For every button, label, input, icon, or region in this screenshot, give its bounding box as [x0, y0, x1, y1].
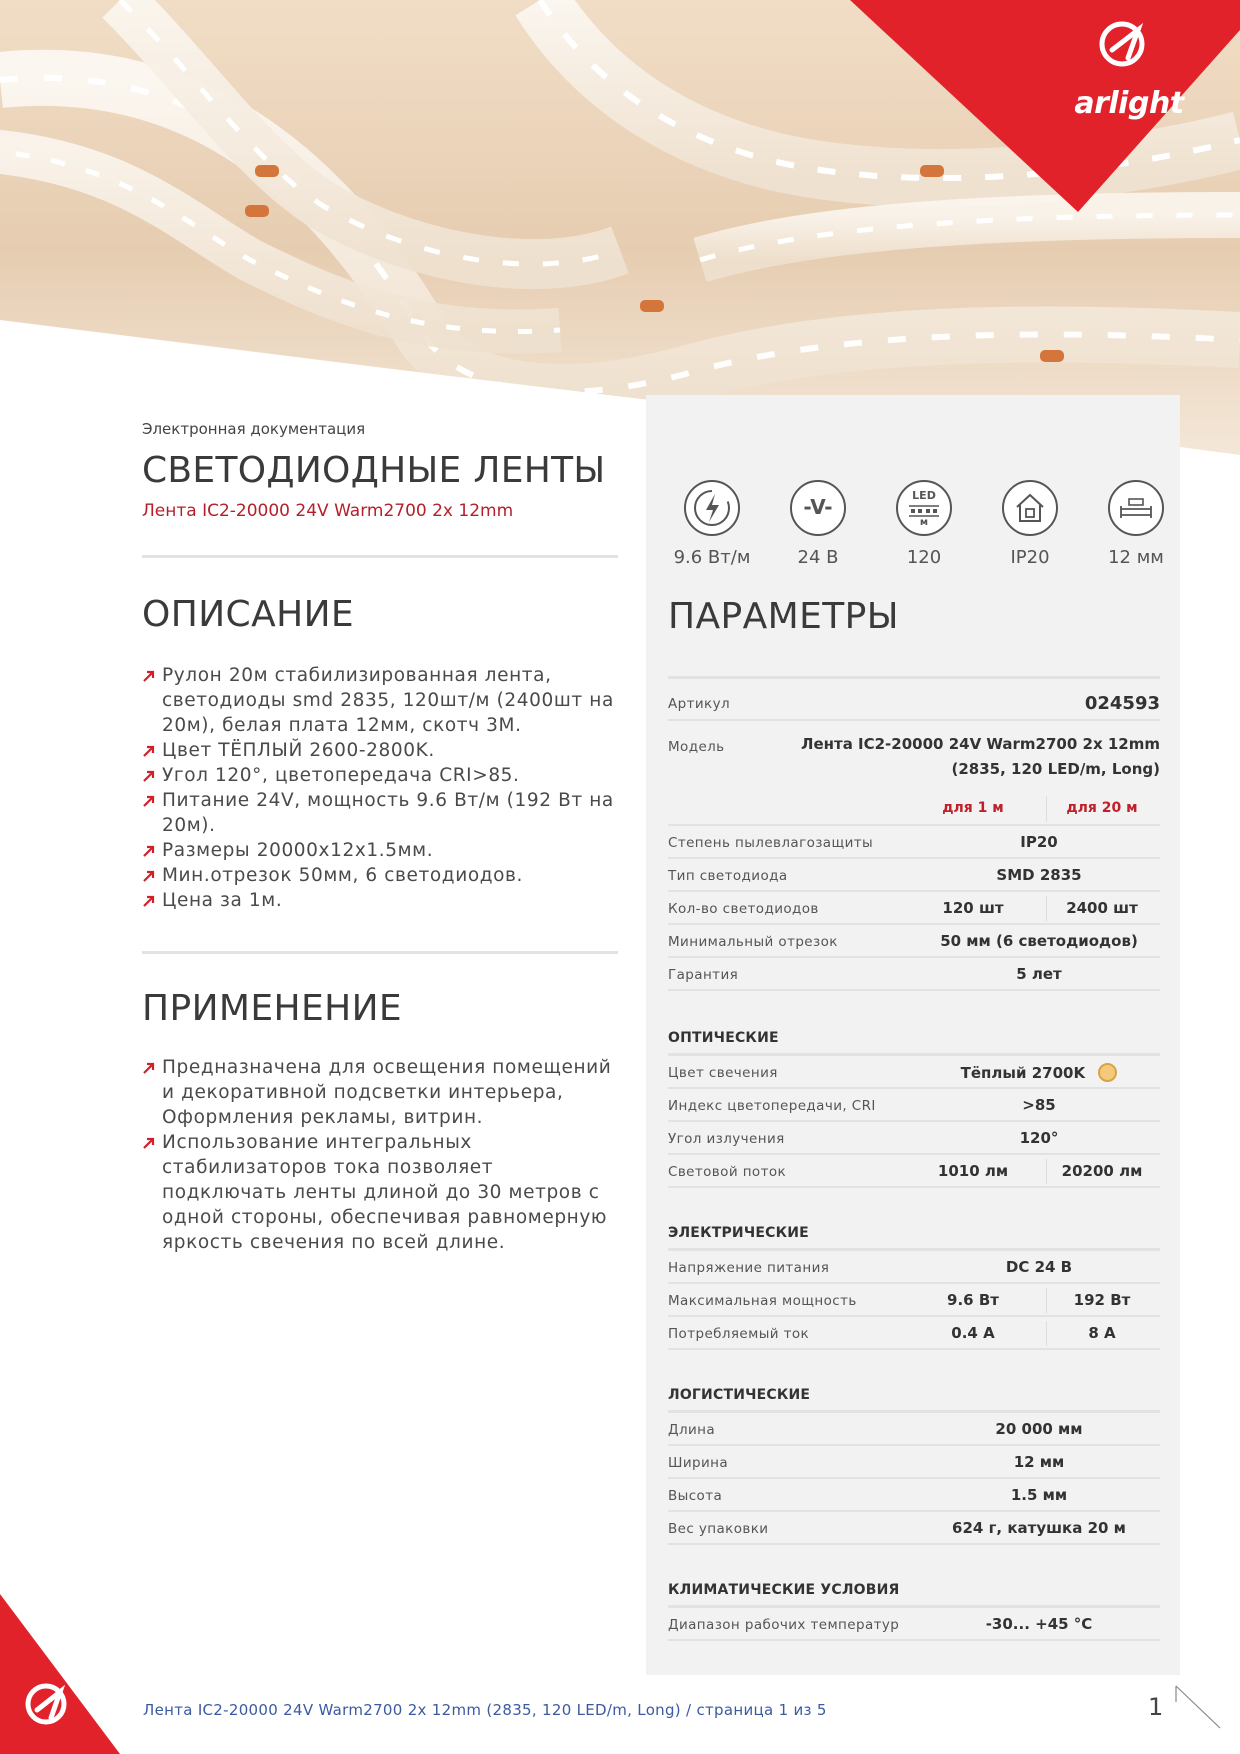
param-row-led-count: Кол-во светодиодов 120 шт 2400 шт — [668, 892, 1160, 925]
list-item: Мин.отрезок 50мм, 6 светодиодов. — [142, 863, 618, 888]
list-item: Угол 120°, цветопередача CRI>85. — [142, 763, 618, 788]
feature-led-count: LED м 120 — [874, 480, 974, 568]
feature-voltage: -V- 24 В — [768, 480, 868, 568]
param-row-warranty: Гарантия 5 лет — [668, 958, 1160, 991]
section-climate-title: КЛИМАТИЧЕСКИЕ УСЛОВИЯ — [668, 1582, 900, 1598]
list-item: Питание 24V, мощность 9.6 Вт/м (192 Вт на 20м). — [142, 788, 618, 838]
bullet-arrow-icon — [142, 844, 155, 857]
param-row-max-power: Максимальная мощность 9.6 Вт 192 Вт — [668, 1284, 1160, 1317]
bullet-arrow-icon — [142, 1136, 155, 1149]
bullet-arrow-icon — [142, 769, 155, 782]
param-column-headers: для 1 м для 20 м — [668, 792, 1160, 826]
param-row-cri: Индекс цветопередачи, CRI >85 — [668, 1089, 1160, 1122]
param-row-length: Длина 20 000 мм — [668, 1413, 1160, 1446]
description-list — [142, 663, 618, 913]
list-item: Цена за 1м. — [142, 888, 618, 913]
param-row-ip: Степень пылевлагозащиты IP20 — [668, 826, 1160, 859]
param-row-color: Цвет свечения Тёплый 2700K — [668, 1056, 1160, 1089]
param-row-led-type: Тип светодиода SMD 2835 — [668, 859, 1160, 892]
param-row-voltage: Напряжение питания DC 24 В — [668, 1251, 1160, 1284]
feature-icons — [660, 480, 1166, 580]
param-row-model: Модель Лента IC2-20000 24V Warm2700 2x 12mm (2835, 120 LED/m, Long) — [668, 735, 1160, 778]
parameters-title: ПАРАМЕТРЫ — [668, 596, 899, 637]
divider — [142, 951, 618, 954]
param-row-current: Потребляемый ток 0.4 А 8 А — [668, 1317, 1160, 1350]
color-swatch — [1098, 1063, 1117, 1082]
page-corner-decoration — [1170, 1682, 1230, 1732]
voltage-icon: -V- — [790, 480, 846, 536]
lightning-icon — [684, 480, 740, 536]
divider — [142, 555, 618, 558]
param-row-flux: Световой поток 1010 лм 20200 лм — [668, 1155, 1160, 1188]
section-optical-title: ОПТИЧЕСКИЕ — [668, 1030, 779, 1046]
feature-width: 12 мм — [1086, 480, 1186, 568]
param-row-article: Артикул 024593 — [668, 679, 1160, 721]
footer-document-info: Лента IC2-20000 24V Warm2700 2x 12mm (2835, 120 LED/m, Long) / страница 1 из 5 — [143, 1701, 827, 1719]
feature-power: 9.6 Вт/м — [662, 480, 762, 568]
section-logistic-title: ЛОГИСТИЧЕСКИЕ — [668, 1387, 811, 1403]
list-item: Использование интегральных стабилизаторов тока позволяет подключать ленты длиной до 30 метров с одной стороны, обеспечивая равномерную яркость свечения по всей длине. — [142, 1130, 618, 1255]
list-item: Цвет ТЁПЛЫЙ 2600-2800K. — [142, 738, 618, 763]
description-title: ОПИСАНИЕ — [142, 594, 355, 635]
width-icon — [1108, 480, 1164, 536]
brand-footer-corner — [0, 1594, 120, 1754]
param-row-min-cut: Минимальный отрезок 50 мм (6 светодиодов) — [668, 925, 1160, 958]
page-number: 1 — [1148, 1693, 1164, 1721]
product-subtitle: Лента IC2-20000 24V Warm2700 2x 12mm — [142, 501, 514, 521]
list-item: Предназначена для освещения помещений и декоративной подсветки интерьера, Оформления рекламы, витрин. — [142, 1055, 618, 1130]
param-row-weight: Вес упаковки 624 г, катушка 20 м — [668, 1512, 1160, 1545]
bullet-arrow-icon — [142, 669, 155, 682]
bullet-arrow-icon — [142, 894, 155, 907]
application-title: ПРИМЕНЕНИЕ — [142, 988, 403, 1029]
hero-photo — [0, 0, 1240, 460]
list-item: Размеры 20000x12x1.5мм. — [142, 838, 618, 863]
bullet-arrow-icon — [142, 1061, 155, 1074]
feature-ip-rating: IP20 — [980, 480, 1080, 568]
bullet-arrow-icon — [142, 869, 155, 882]
indoor-house-icon — [1002, 480, 1058, 536]
page-title: СВЕТОДИОДНЫЕ ЛЕНТЫ — [142, 450, 606, 491]
param-row-width: Ширина 12 мм — [668, 1446, 1160, 1479]
bullet-arrow-icon — [142, 794, 155, 807]
led-per-meter-icon: LED м — [896, 480, 952, 536]
section-electrical-title: ЭЛЕКТРИЧЕСКИЕ — [668, 1225, 809, 1241]
brand-logo-text: arlight — [1074, 86, 1184, 121]
left-column — [142, 420, 618, 1255]
list-item: Рулон 20м стабилизированная лента, светодиоды smd 2835, 120шт/м (2400шт на 20м), белая плата 12мм, скотч 3М. — [142, 663, 618, 738]
param-row-temperature: Диапазон рабочих температур -30... +45 °C — [668, 1608, 1160, 1641]
bullet-arrow-icon — [142, 744, 155, 757]
param-row-angle: Угол излучения 120° — [668, 1122, 1160, 1155]
param-row-height: Высота 1.5 мм — [668, 1479, 1160, 1512]
application-list — [142, 1055, 618, 1255]
doc-label: Электронная документация — [142, 420, 366, 438]
